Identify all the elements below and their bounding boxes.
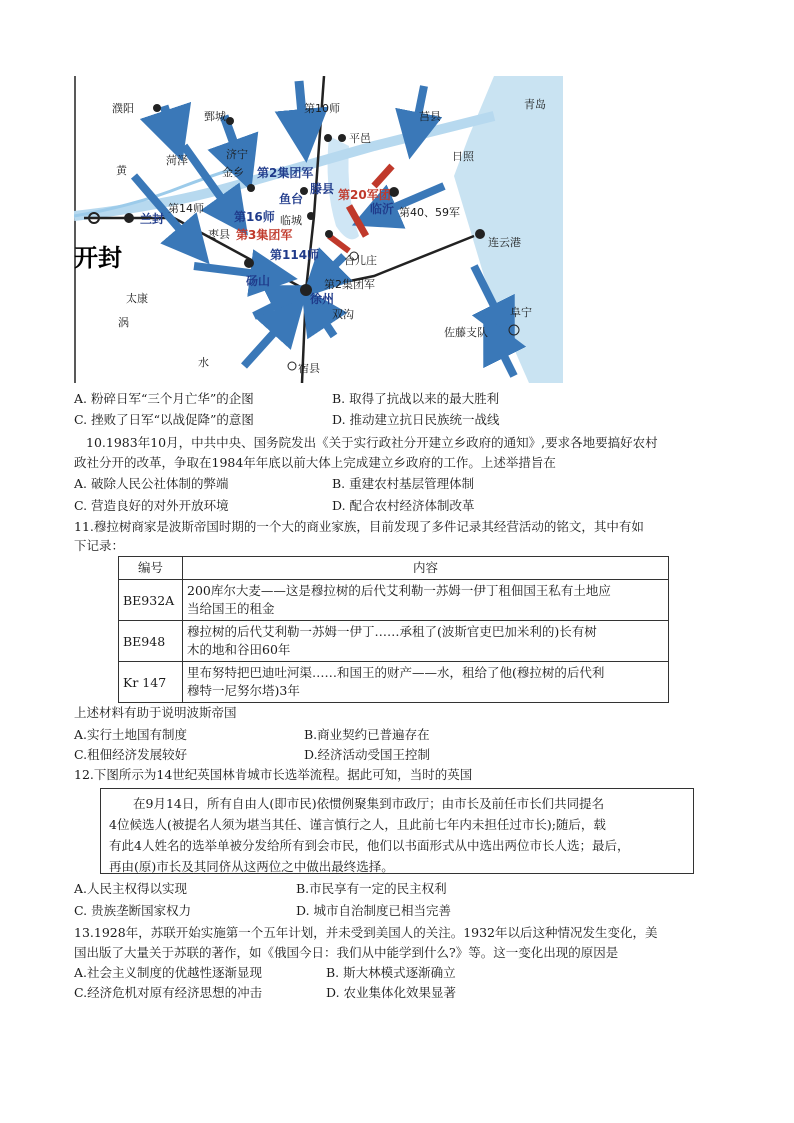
q12-box-line: 在9月14日，所有自由人(即市民)依惯例聚集到市政厅；由市长及前任市长们共同提名 (133, 796, 605, 811)
table-row (119, 621, 669, 662)
record-content-line: 穆特一尼努尔塔)3年 (187, 683, 300, 698)
q10-option-c: C. 营造良好的对外开放环境 (74, 498, 229, 513)
map-label-lanfeng: 兰封 (140, 212, 165, 226)
q10-stem-line2: 政社分开的改革，争取在1984年年底以前大体上完成建立乡政府的工作。上述举措旨在 (74, 455, 556, 470)
q10-option-b: B. 重建农村基层管理体制 (332, 476, 475, 491)
map-label-tenth-div: 第10师 (304, 102, 340, 115)
q9-option-b: B. 取得了抗战以来的最大胜利 (332, 391, 500, 406)
column-header-code: 编号 (119, 557, 183, 580)
q12-stem: 12.下图所示为14世纪英国林肯城市长选举流程。据此可知，当时的英国 (74, 767, 473, 782)
attack-arrow (164, 106, 174, 136)
map-label-shui: 水 (198, 356, 209, 369)
record-content-line: 200库尔大麦——这是穆拉树的后代艾利勒一苏姆一伊丁租佃国王私有土地应 (187, 583, 611, 598)
map-label-zaoxian: 枣县 (208, 228, 230, 241)
map-label-suxian: 宿县 (298, 362, 320, 375)
q12-option-a: A.人民主权得以实现 (74, 881, 188, 896)
q9-option-c: C. 挫败了日军“以战促降”的意图 (74, 412, 254, 427)
q9-option-d: D. 推动建立抗日民族统一战线 (332, 412, 500, 427)
q13-stem-line1: 13.1928年，苏联开始实施第一个五年计划，并未受到美国人的关注。1932年以后这种情况发生变化，美 (74, 925, 658, 940)
map-label-qingdao: 青岛 (524, 98, 546, 111)
map-label-xuzhou: 徐州 (310, 292, 335, 306)
map-label-twentieth-army: 第20军团 (338, 188, 391, 202)
map-label-taikang: 太康 (126, 292, 148, 305)
q11-option-c: C.租佃经济发展较好 (74, 747, 188, 762)
map-label-sixteenth-div: 第16师 (234, 210, 275, 224)
q11-option-a: A.实行土地国有制度 (74, 727, 188, 742)
map-graphic (74, 76, 563, 383)
q10-option-a: A. 破除人民公社体制的弊端 (74, 476, 229, 491)
q10-option-d: D. 配合农村经济体制改革 (332, 498, 475, 513)
record-content (183, 662, 669, 703)
map-label-second-group-army-bottom: 第2集团军 (324, 278, 375, 291)
record-code: BE932A (119, 580, 183, 621)
q11-stem-line1: 11.穆拉树商家是波斯帝国时期的一个大的商业家族，目前发现了多件记录其经营活动的铭文，其中有如 (74, 519, 644, 534)
q13-option-c: C.经济危机对原有经济思想的冲击 (74, 985, 263, 1000)
q13-option-b: B. 斯大林模式逐渐确立 (326, 965, 456, 980)
map-label-lincheng: 临城 (280, 214, 302, 227)
record-content (183, 580, 669, 621)
map-label-114th-div: 第114师 (270, 248, 320, 262)
map-label-second-group-army-top: 第2集团军 (257, 166, 314, 180)
q10-stem-line1: 10.1983年10月，中共中央、国务院发出《关于实行政社分开建立乡政府的通知》,要求各地要搞好农村 (86, 435, 658, 450)
map-label-linyi: 临沂 (370, 202, 395, 216)
map-label-rizhao: 日照 (452, 150, 474, 163)
map-label-shuang: 双沟 (332, 308, 354, 321)
record-content-line: 里布努特把巴迪吐河渠……和国王的财产——水，租给了他(穆拉树的后代利 (187, 665, 605, 680)
map-label-jinxiang: 金乡 (222, 166, 244, 179)
q12-option-c: C. 贵族垄断国家权力 (74, 903, 192, 918)
q11-option-b: B.商业契约已普遍存在 (304, 727, 430, 742)
q11-option-d: D.经济活动受国王控制 (304, 747, 431, 762)
battle-map (74, 76, 563, 383)
record-content-line: 当给国王的租金 (187, 601, 275, 616)
map-label-fortieth-59: 第40、59军 (399, 206, 460, 219)
map-label-jining: 济宁 (226, 148, 248, 161)
q9-option-a: A. 粉碎日军“三个月亡华”的企图 (74, 391, 254, 406)
q13-option-d: D. 农业集体化效果显著 (326, 985, 457, 1000)
map-label-fuening: 阜宁 (510, 306, 532, 319)
q12-quote-box (100, 788, 694, 874)
map-label-tengxian: 滕县 (310, 182, 335, 196)
q12-option-d: D. 城市自治制度已相当完善 (296, 903, 452, 918)
map-label-juancheng: 鄄城 (204, 110, 226, 123)
map-label-heze: 菏泽 (166, 154, 188, 167)
map-label-puyang: 濮阳 (112, 102, 134, 115)
map-label-kaifeng: 开封 (74, 244, 122, 272)
map-label-fourteenth-div: 第14师 (168, 202, 204, 215)
record-table (118, 556, 669, 703)
column-header-content: 内容 (183, 557, 669, 580)
map-label-sato: 佐藤支队 (444, 326, 488, 339)
map-label-lianyungang: 连云港 (488, 236, 521, 249)
q12-option-b: B.市民享有一定的民主权利 (296, 881, 447, 896)
map-label-dangshan: 砀山 (246, 274, 271, 288)
record-code: Kr 147 (119, 662, 183, 703)
table-row (119, 580, 669, 621)
map-label-juxian: 莒县 (419, 110, 441, 123)
q13-option-a: A.社会主义制度的优越性逐渐显现 (74, 965, 263, 980)
table-row (119, 662, 669, 703)
map-label-taierzhuang: 台儿庄 (344, 254, 377, 267)
map-label-pingyi: 平邑 (349, 132, 371, 145)
q13-stem-line2: 国出版了大量关于苏联的著作，如《俄国今日：我们从中能学到什么?》等。这一变化出现的原因是 (74, 945, 619, 960)
q12-box-line: 有此4人姓名的选举单被分发给所有到会市民，他们以书面形式从中选出两位市长人选；最后， (109, 838, 630, 853)
record-content-line: 穆拉树的后代艾利勒一苏姆一伊丁……承租了(波斯官吏巴加米利的)长有树 (187, 624, 597, 639)
q12-box-line: 再由(原)市长及其同侪从这两位之中做出最终选择。 (109, 859, 394, 874)
record-code: BE948 (119, 621, 183, 662)
q11-after-text: 上述材料有助于说明波斯帝国 (74, 705, 237, 720)
record-content (183, 621, 669, 662)
table-header-row (119, 557, 669, 580)
q12-box-line: 4位候选人(被提名人须为堪当其任、谨言慎行之人，且此前七年内未担任过市长);随后，载 (109, 817, 606, 832)
map-label-third-group-army: 第3集团军 (236, 228, 293, 242)
map-label-yutai: 鱼台 (279, 192, 304, 206)
map-label-huang: 黄 (116, 164, 127, 177)
record-content-line: 木的地和谷田60年 (187, 642, 291, 657)
map-label-guo: 涡 (118, 316, 129, 329)
q11-stem-line2: 下记录： (74, 538, 125, 553)
